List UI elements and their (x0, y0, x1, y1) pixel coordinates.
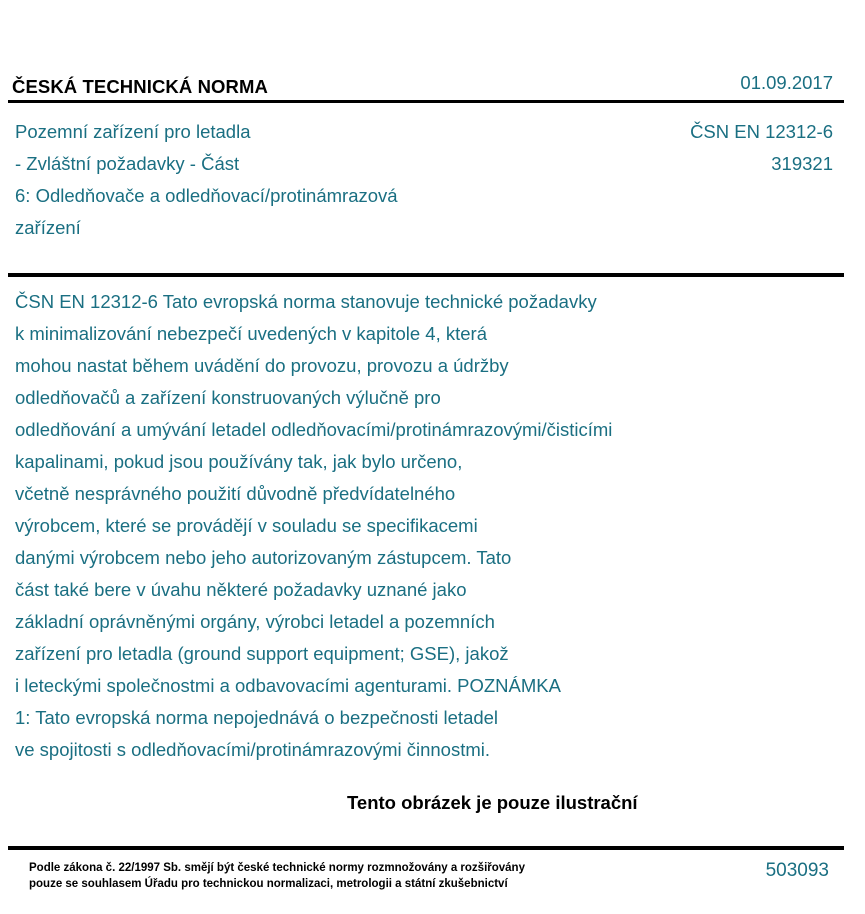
standard-title (15, 116, 398, 244)
standard-identifiers (690, 116, 833, 180)
document-type-title: ČESKÁ TECHNICKÁ NORMA (12, 76, 268, 97)
legal-notice-line: pouze se souhlasem Úřadu pro technickou normalizaci, metrologii a státní zkušebnictví (29, 878, 508, 890)
abstract-line: odledňovačů a zařízení konstruovaných výlučně pro (15, 387, 441, 408)
abstract-line: k minimalizování nebezpečí uvedených v kapitole 4, která (15, 323, 488, 344)
abstract-line: odledňování a umývání letadel odledňovacími/protinámrazovými/čisticími (15, 419, 613, 440)
legal-notice-line: Podle zákona č. 22/1997 Sb. smějí být české technické normy rozmnožovány a rozšiřovány (29, 862, 525, 874)
catalog-number: 503093 (765, 860, 829, 881)
standard-title-line: zařízení (15, 217, 81, 238)
abstract-line: včetně nesprávného použití důvodně předvídatelného (15, 483, 456, 504)
abstract-line: i leteckými společnostmi a odbavovacími agenturami. POZNÁMKA (15, 675, 561, 696)
abstract-line: výrobcem, které se provádějí v souladu se specifikacemi (15, 515, 478, 536)
abstract-line: ČSN EN 12312-6 Tato evropská norma stanovuje technické požadavky (15, 291, 597, 312)
title-divider (8, 273, 844, 277)
standard-title-line: 6: Odledňovače a odledňovací/protinámrazová (15, 185, 398, 206)
abstract-line: 1: Tato evropská norma nepojednává o bezpečnosti letadel (15, 707, 499, 728)
class-number: 319321 (771, 153, 833, 174)
abstract-line: zařízení pro letadla (ground support equipment; GSE), jakož (15, 643, 509, 664)
abstract-line: část také bere v úvahu některé požadavky uznané jako (15, 579, 467, 600)
abstract-line: danými výrobcem nebo jeho autorizovaným zástupcem. Tato (15, 547, 512, 568)
abstract-line: kapalinami, pokud jsou používány tak, jak bylo určeno, (15, 451, 463, 472)
standard-title-line: Pozemní zařízení pro letadla (15, 121, 251, 142)
abstract-line: ve spojitosti s odledňovacími/protinámrazovými činnostmi. (15, 739, 491, 760)
legal-notice (29, 860, 525, 892)
publication-date: 01.09.2017 (740, 72, 833, 93)
abstract-line: mohou nastat během uvádění do provozu, provozu a údržby (15, 355, 509, 376)
header-divider (8, 100, 844, 103)
standard-code: ČSN EN 12312-6 (690, 121, 833, 142)
abstract-text (15, 286, 612, 766)
footer-divider (8, 846, 844, 850)
illustration-disclaimer: Tento obrázek je pouze ilustrační (347, 792, 638, 813)
abstract-line: základní oprávněnými orgány, výrobci letadel a pozemních (15, 611, 495, 632)
standard-title-line: - Zvláštní požadavky - Část (15, 153, 240, 174)
